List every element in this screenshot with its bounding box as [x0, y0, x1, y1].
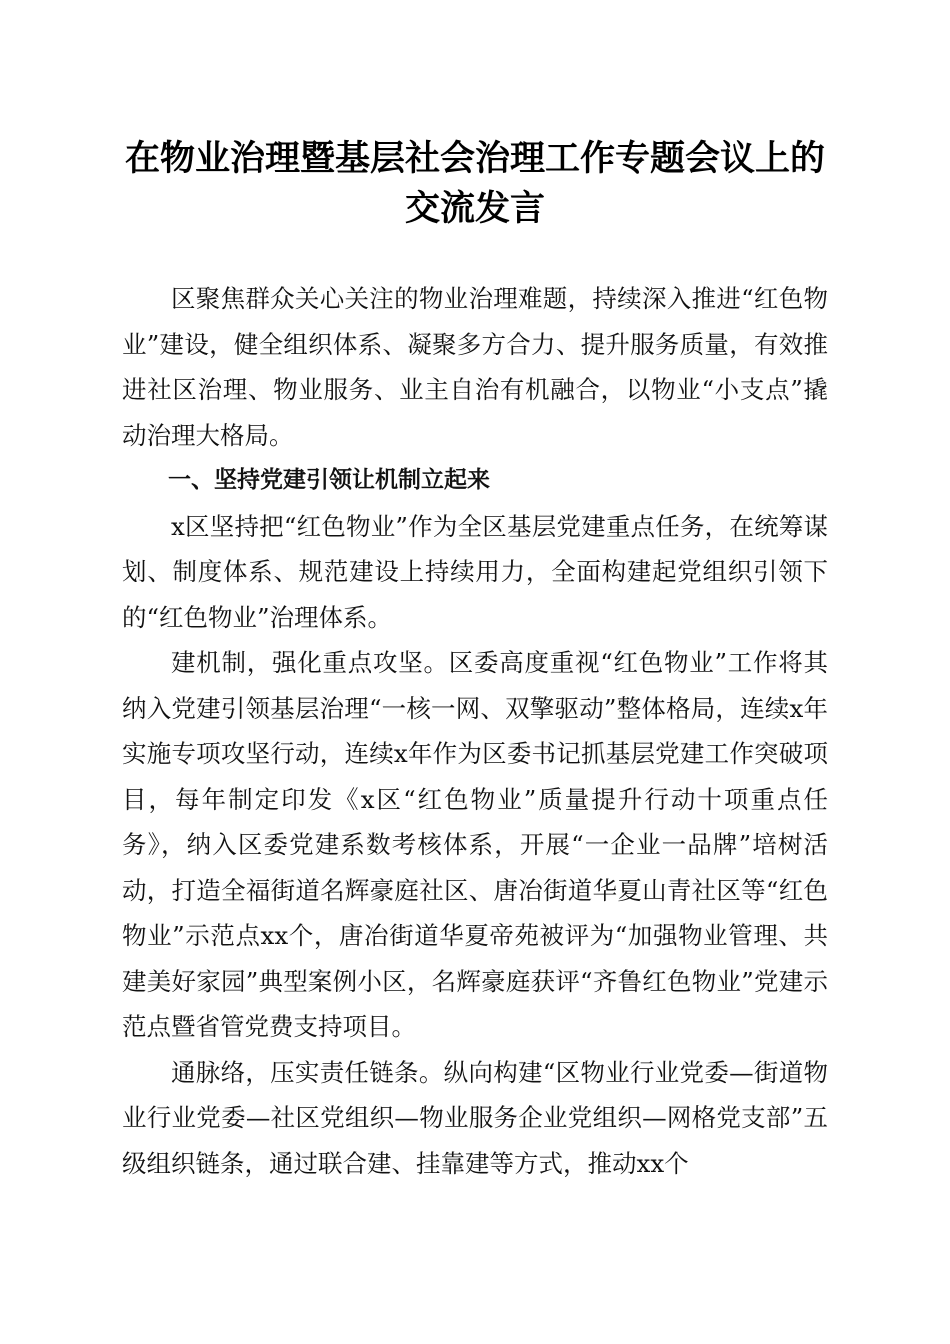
intro-paragraph: 区聚焦群众关心关注的物业治理难题，持续深入推进“红色物业”建设，健全组织体系、凝聚多方合力、提升服务质量，有效推进社区治理、物业服务、业主自治有机融合，以物业“小支点”撬动治理大格局。 [122, 284, 828, 450]
title-line-2: 交流发言 [404, 188, 545, 229]
title-line-1: 在物业治理暨基层社会治理工作专题会议上的 [124, 138, 825, 179]
section-heading-1: 一、坚持党建引领让机制立起来 [168, 467, 490, 493]
body-paragraph: 通脉络，压实责任链条。纵向构建“区物业行业党委—街道物业行业党委—社区党组织—物业服务企业党组织—网格党支部”五级组织链条，通过联合建、挂靠建等方式，推动xx个 [122, 1057, 828, 1178]
document-title [100, 134, 850, 234]
body-paragraph: 建机制，强化重点攻坚。区委高度重视“红色物业”工作将其纳入党建引领基层治理“一核一网、双擎驱动”整体格局，连续x年实施专项攻坚行动，连续x年作为区委书记抓基层党建工作突破项目，每年制定印发《x区“红色物业”质量提升行动十项重点任务》，纳入区委党建系数考核体系，开展“一企业一品牌”培树活动，打造全福街道名辉豪庭社区、唐冶街道华夏山青社区等“红色物业”示范点xx个，唐冶街道华夏帝苑被评为“加强物业管理、共建美好家园”典型案例小区，名辉豪庭获评“齐鲁红色物业”党建示范点暨省管党费支持项目。 [122, 648, 828, 1041]
document-body [122, 276, 828, 1186]
body-paragraph: x区坚持把“红色物业”作为全区基层党建重点任务，在统筹谋划、制度体系、规范建设上持续用力，全面构建起党组织引领下的“红色物业”治理体系。 [122, 511, 828, 632]
